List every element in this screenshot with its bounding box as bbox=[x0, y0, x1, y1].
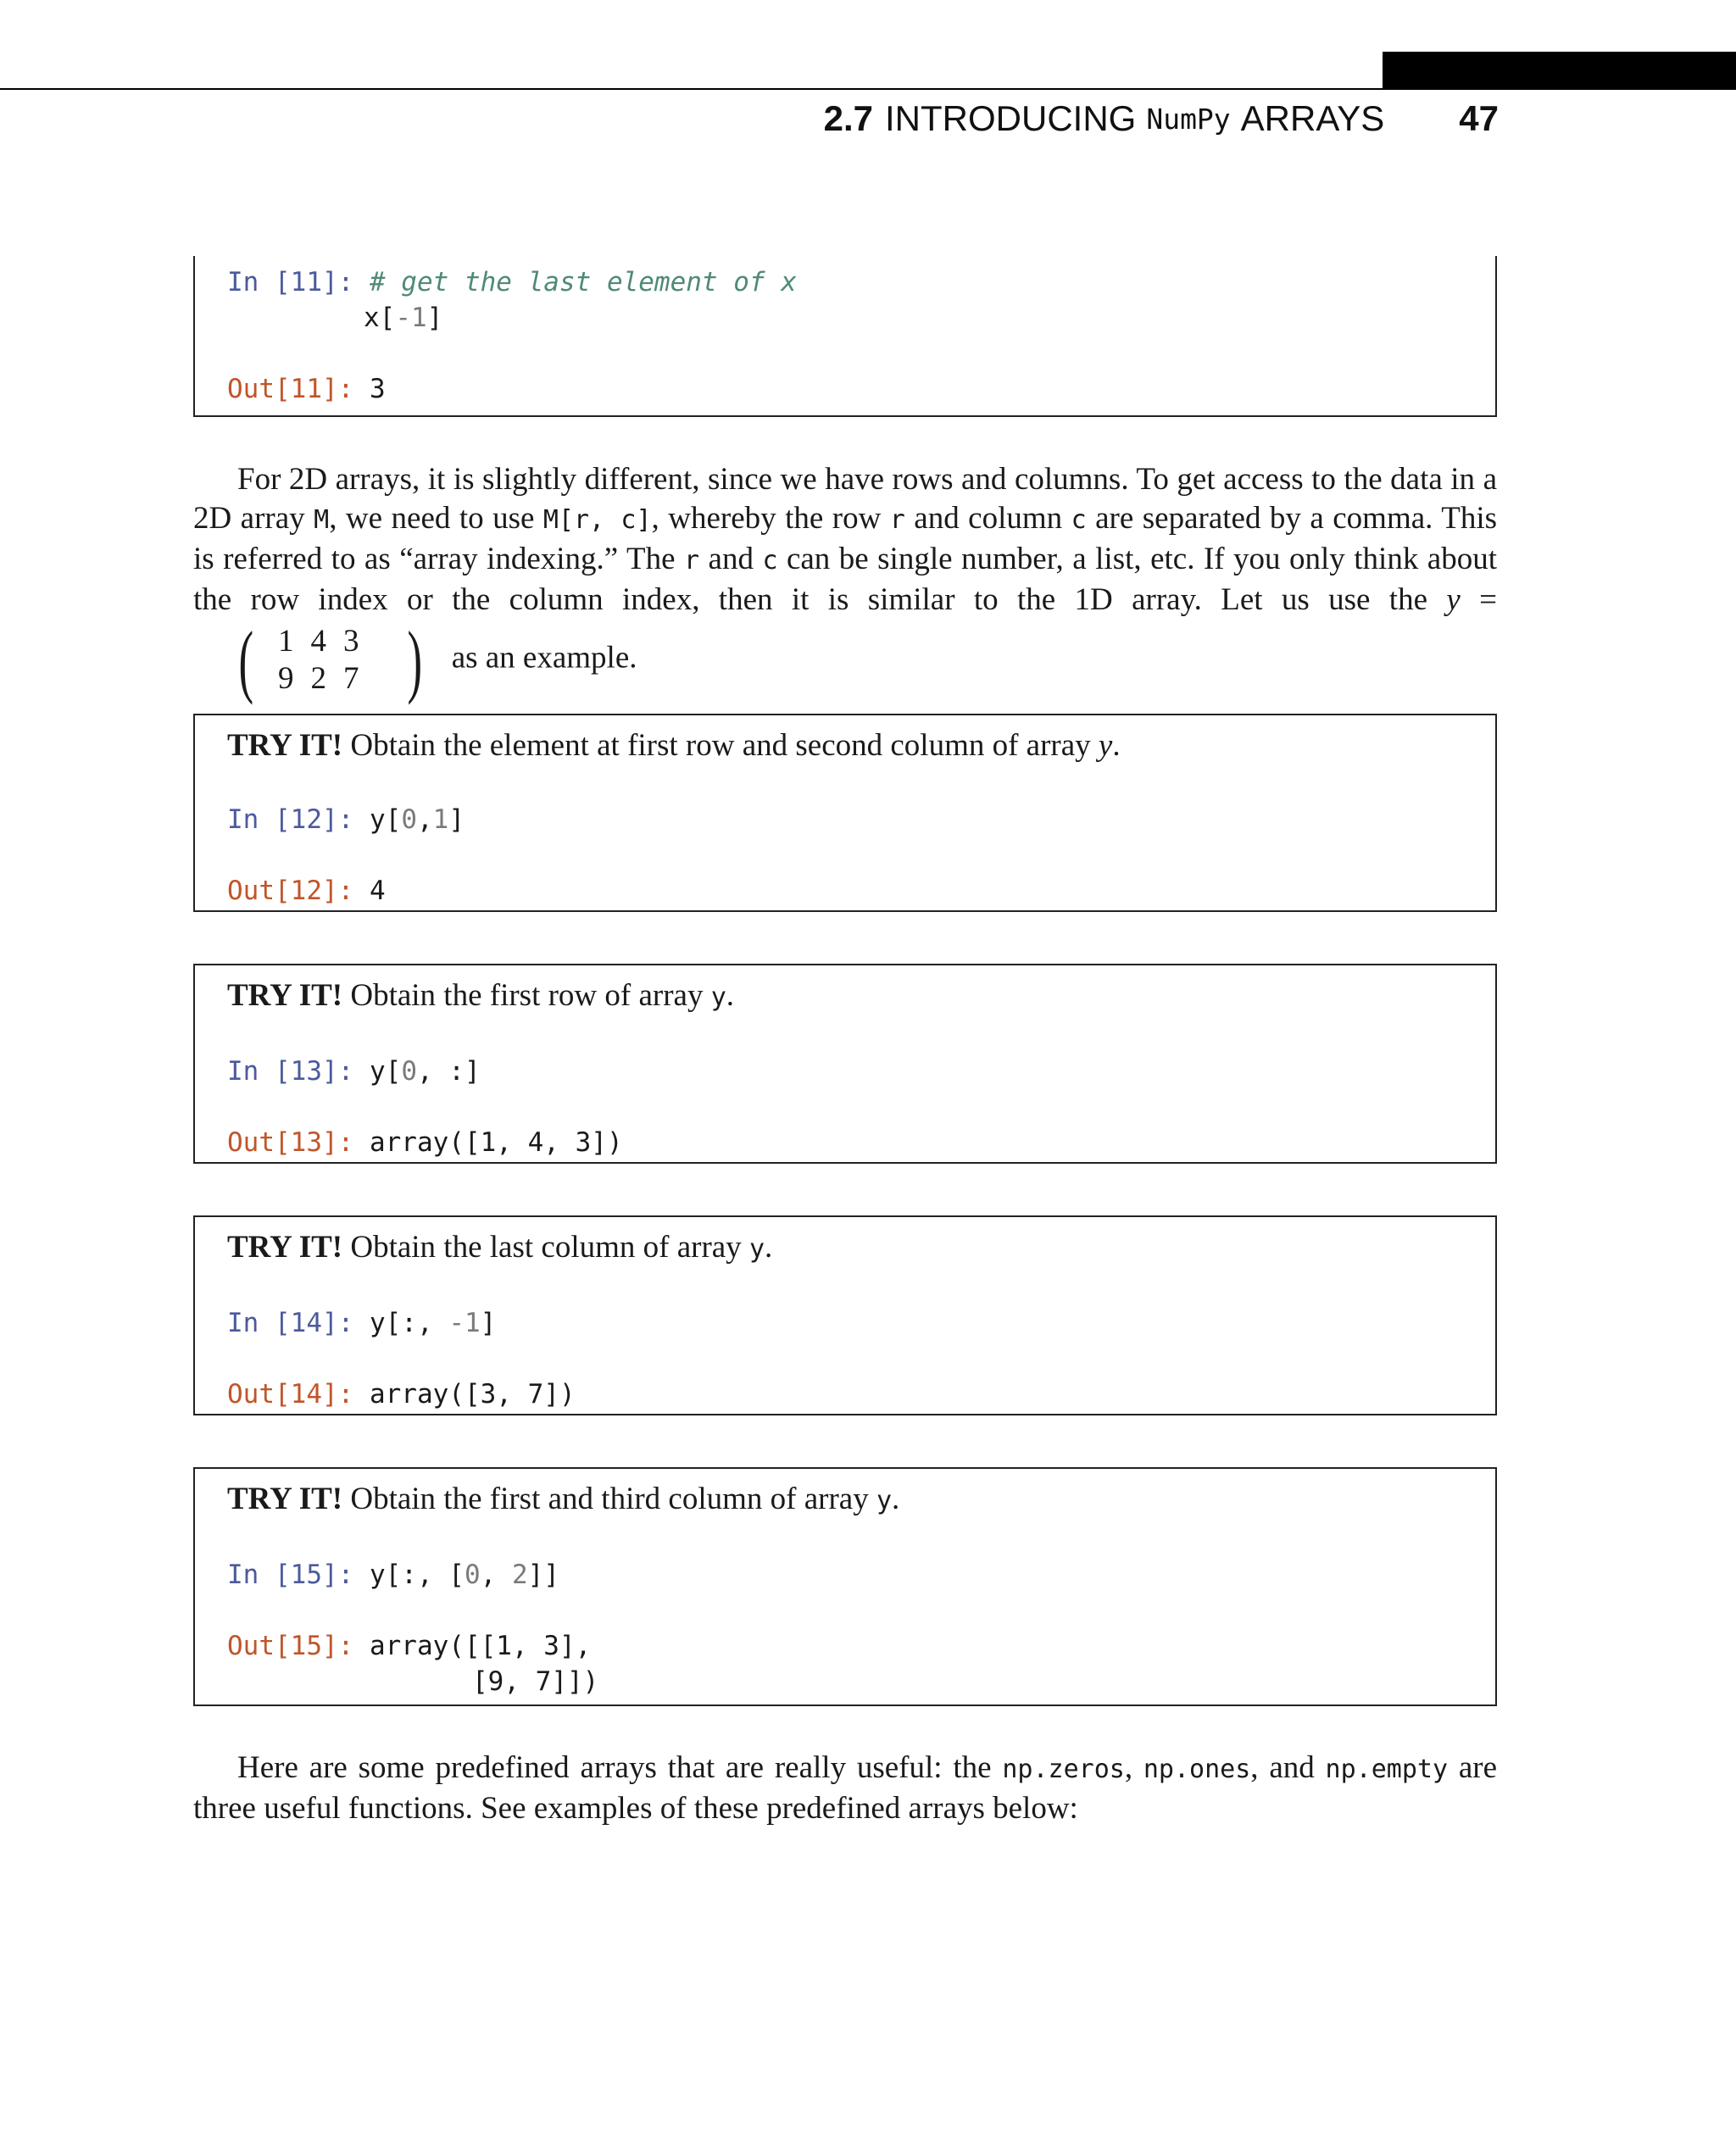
paragraph-2d-arrays: For 2D arrays, it is slightly different, since we have rows and columns. To get access to the data in a 2D array M, we need to use M[r, c], whereby the row r and column c are separated by a comma. This is referred to as “array indexing.” The r and c can be single number, a list, etc. If you only think about the row index or the column index, then it is similar to the 1D array. Let us use the y = ( 1 4 3 9 2 7 ) as an example. bbox=[193, 462, 1497, 705]
page-number: 47 bbox=[1459, 98, 1499, 138]
try-it-box-12 bbox=[193, 714, 1497, 912]
output-13: array([1, 4, 3]) bbox=[369, 1127, 623, 1158]
out-prompt-15: Out[15]: bbox=[227, 1631, 354, 1661]
code-out-12 bbox=[227, 873, 1463, 909]
output-15-line1: array([[1, 3], bbox=[369, 1631, 592, 1661]
code-in-15: In [15]: y[:, [0, 2]] bbox=[227, 1560, 559, 1590]
out-prompt-13: Out[13]: bbox=[227, 1127, 354, 1158]
in-prompt-15: In [15]: bbox=[227, 1560, 354, 1590]
code-out-11 bbox=[227, 371, 1463, 407]
try-it-box-15 bbox=[193, 1467, 1497, 1706]
code-box-11 bbox=[193, 256, 1497, 417]
output-14: array([3, 7]) bbox=[369, 1379, 576, 1410]
code-out-14 bbox=[227, 1376, 1463, 1412]
header-title-mono: NumPy bbox=[1146, 102, 1231, 136]
header-title-pre: INTRODUCING bbox=[885, 98, 1137, 138]
running-header bbox=[824, 92, 1499, 146]
out-prompt-12: Out[12]: bbox=[227, 876, 354, 906]
math-var-y: y bbox=[1446, 582, 1461, 617]
in-prompt-12: In [12]: bbox=[227, 804, 354, 835]
code-out-13 bbox=[227, 1125, 1463, 1160]
header-title-post: ARRAYS bbox=[1240, 98, 1385, 138]
code-in-12: In [12]: y[0,1] bbox=[227, 804, 465, 835]
in-prompt-14: In [14]: bbox=[227, 1308, 354, 1338]
code-in-11 bbox=[227, 264, 1463, 300]
in-prompt-13: In [13]: bbox=[227, 1056, 354, 1087]
output-12: 4 bbox=[369, 876, 386, 906]
out-prompt-11: Out[11]: bbox=[227, 374, 354, 404]
try-it-box-13 bbox=[193, 964, 1497, 1164]
matrix-y: ( 1 4 3 9 2 7 ) bbox=[238, 614, 423, 705]
code-out-15 bbox=[227, 1628, 1463, 1664]
try-it-prompt-13: TRY IT! Obtain the first row of array y. bbox=[227, 978, 735, 1013]
code-out-15-cont bbox=[227, 1664, 1463, 1699]
try-it-box-14 bbox=[193, 1215, 1497, 1415]
try-it-prompt-12: TRY IT! Obtain the element at first row and second column of array y. bbox=[227, 728, 1121, 763]
code-comment-11: # get the last element of x bbox=[369, 267, 797, 298]
code-in-13: In [13]: y[0, :] bbox=[227, 1056, 481, 1087]
code-line-11: x[-1] bbox=[364, 303, 443, 333]
output-15-line2: [9, 7]]) bbox=[472, 1666, 599, 1697]
paragraph-predefined-arrays: Here are some predefined arrays that are really useful: the np.zeros, np.ones, and np.empty are three useful functions. See examples of these predefined arrays below: bbox=[193, 1750, 1497, 1826]
chapter-tab bbox=[1383, 52, 1736, 90]
output-11: 3 bbox=[369, 374, 386, 404]
try-it-prompt-14: TRY IT! Obtain the last column of array y. bbox=[227, 1230, 773, 1265]
code-in-14: In [14]: y[:, -1] bbox=[227, 1308, 497, 1338]
section-number: 2.7 bbox=[823, 98, 873, 138]
out-prompt-14: Out[14]: bbox=[227, 1379, 354, 1410]
try-it-prompt-15: TRY IT! Obtain the first and third column of array y. bbox=[227, 1482, 900, 1516]
in-prompt-11: In [11]: bbox=[227, 267, 354, 298]
